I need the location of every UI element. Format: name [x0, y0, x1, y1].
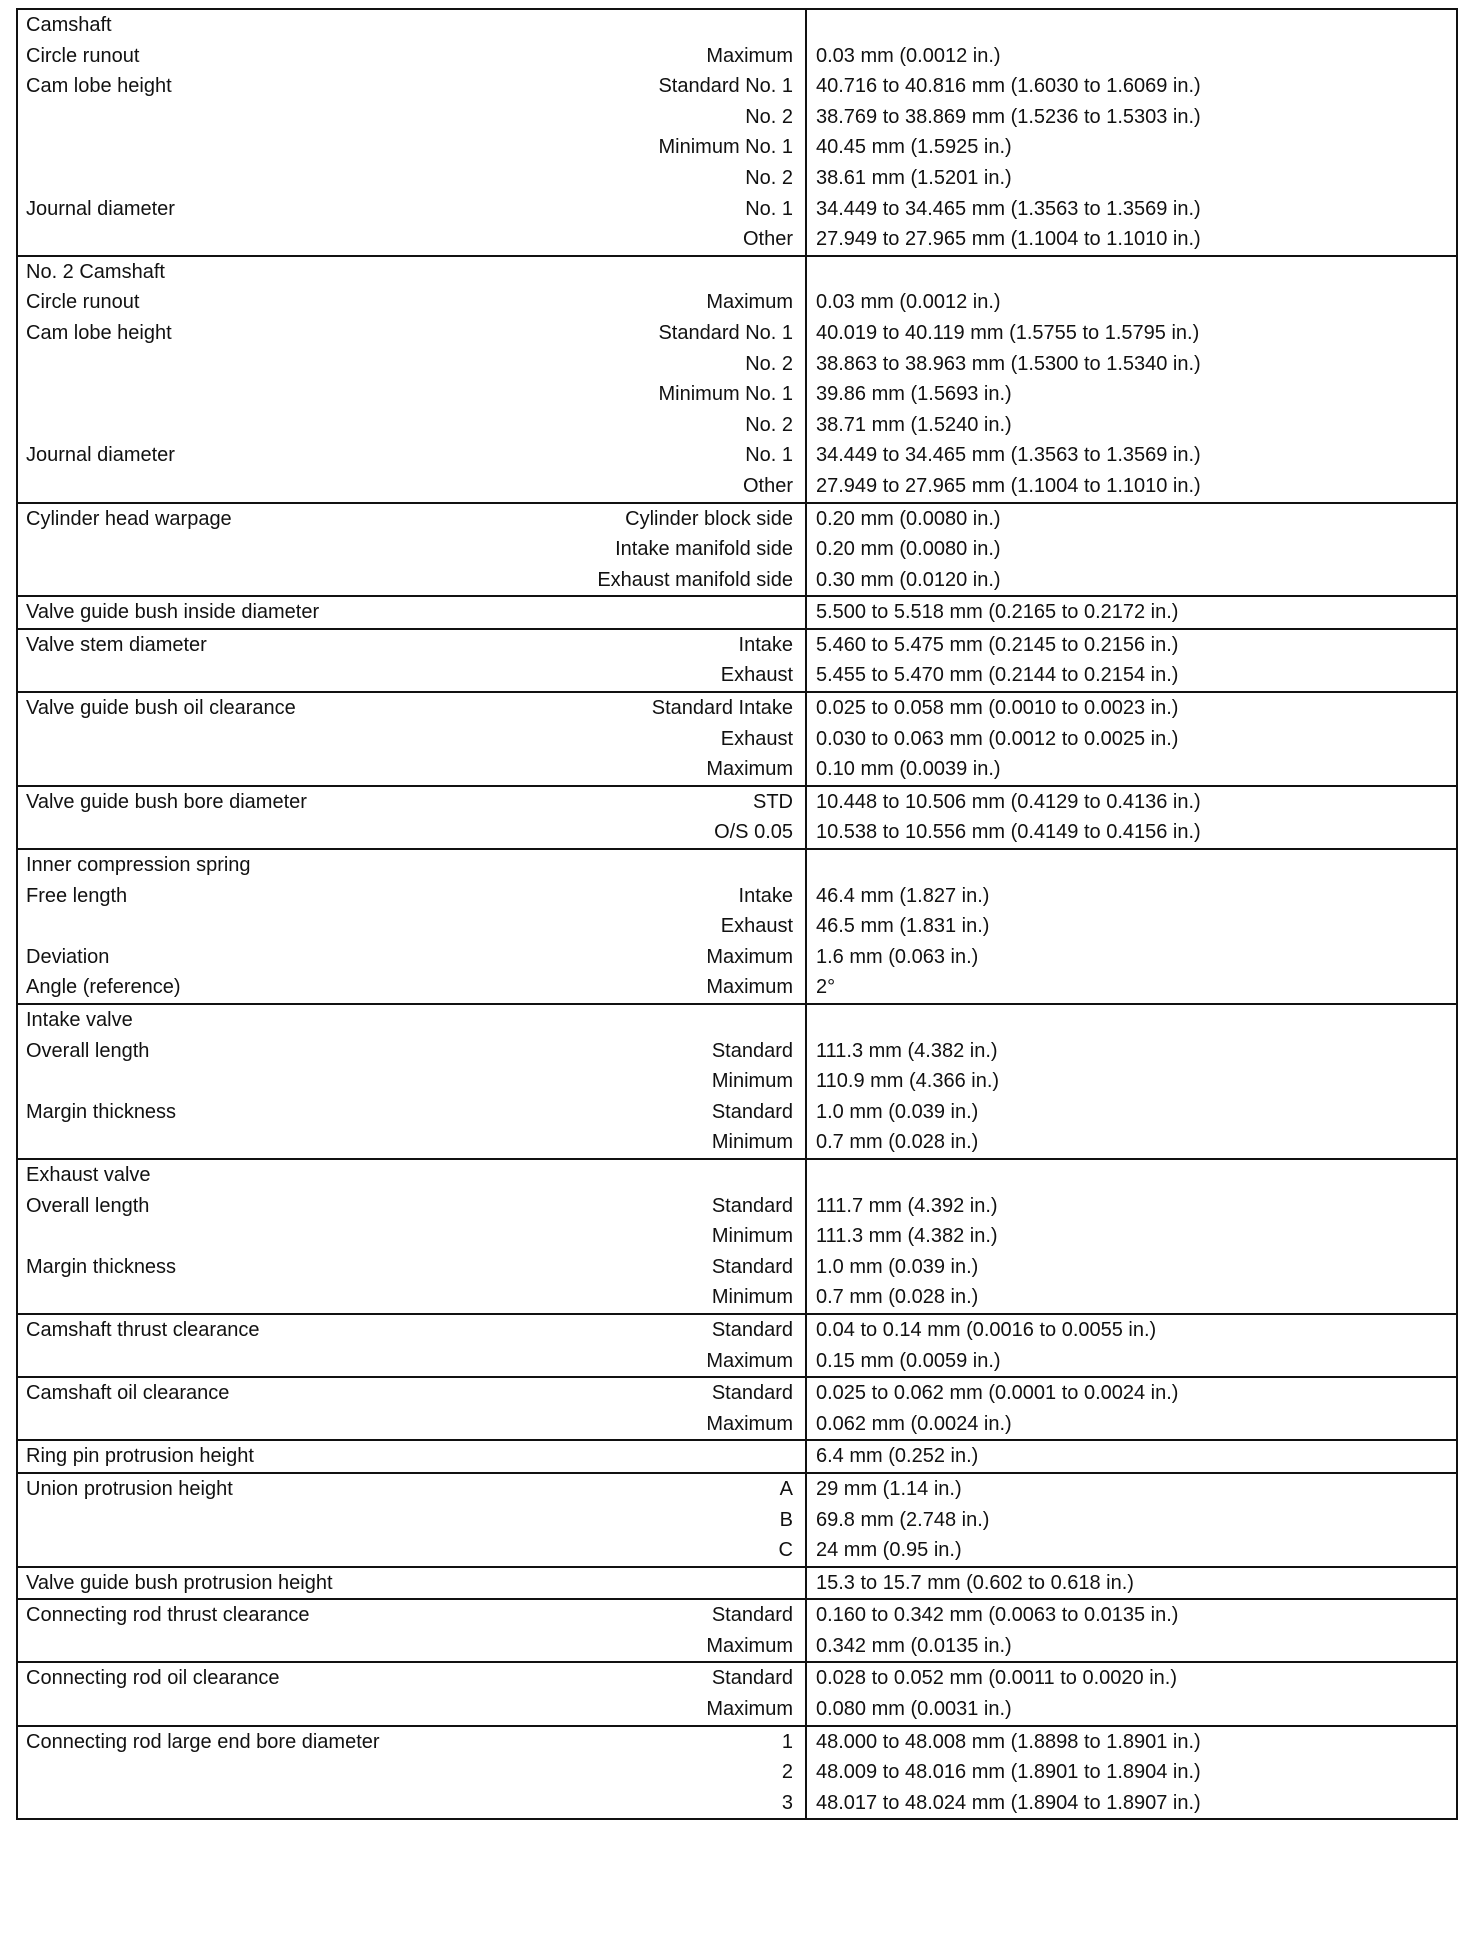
spec-section	[17, 629, 1457, 692]
table-row	[17, 471, 1457, 503]
condition-cell: O/S 0.05	[537, 817, 806, 849]
condition-cell	[537, 596, 806, 629]
spec-value-cell: 40.019 to 40.119 mm (1.5755 to 1.5795 in.)	[816, 321, 1200, 344]
table-row	[17, 349, 1457, 380]
spec-section	[17, 692, 1457, 786]
spec-value-cell: 40.716 to 40.816 mm (1.6030 to 1.6069 in.)	[816, 75, 1201, 98]
condition-cell: Maximum	[537, 1694, 806, 1726]
spec-value-cell: 0.10 mm (0.0039 in.)	[816, 758, 1001, 781]
condition-cell: Standard Intake	[537, 692, 806, 724]
item-name-cell	[17, 379, 537, 410]
condition-cell: Exhaust	[537, 660, 806, 692]
spec-value-cell	[806, 9, 1457, 41]
condition-cell: Cylinder block side	[537, 503, 806, 535]
condition-cell: Standard	[537, 1097, 806, 1128]
item-name-cell: Circle runout	[26, 291, 140, 314]
item-name-cell: Valve guide bush inside diameter	[26, 601, 320, 624]
condition-cell	[537, 9, 806, 41]
condition-cell: Minimum No. 1	[537, 379, 806, 410]
condition-cell: Standard No. 1	[537, 71, 806, 102]
table-row	[17, 881, 1457, 912]
condition-cell: C	[537, 1535, 806, 1567]
spec-section	[17, 1159, 1457, 1314]
condition-cell: Maximum	[537, 41, 806, 72]
condition-cell: Intake	[537, 881, 806, 912]
item-name-cell	[17, 349, 537, 380]
condition-cell: Standard	[537, 1191, 806, 1222]
item-name-cell: Connecting rod oil clearance	[26, 1667, 280, 1690]
condition-cell: No. 2	[537, 102, 806, 133]
item-name-cell: Camshaft thrust clearance	[26, 1318, 260, 1341]
condition-cell: No. 2	[537, 349, 806, 380]
table-row	[17, 1662, 1457, 1694]
table-row	[17, 817, 1457, 849]
table-row	[17, 1631, 1457, 1663]
condition-cell: Intake	[537, 629, 806, 661]
spec-section	[17, 849, 1457, 1004]
spec-value-cell: 0.20 mm (0.0080 in.)	[816, 507, 1001, 530]
spec-section	[17, 256, 1457, 503]
item-name-cell: Deviation	[26, 945, 110, 968]
condition-cell: Minimum	[537, 1127, 806, 1159]
item-name-cell	[17, 102, 537, 133]
item-name-cell	[17, 471, 537, 503]
table-row	[17, 1440, 1457, 1473]
spec-section	[17, 596, 1457, 629]
spec-value-cell: 0.03 mm (0.0012 in.)	[816, 44, 1001, 67]
condition-cell: Exhaust manifold side	[537, 565, 806, 597]
item-name-cell	[17, 724, 537, 755]
item-name-cell	[17, 1127, 537, 1159]
spec-section	[17, 1726, 1457, 1820]
item-name-cell	[17, 1066, 537, 1097]
condition-cell: Exhaust	[537, 911, 806, 942]
table-row	[17, 565, 1457, 597]
table-row	[17, 410, 1457, 441]
item-name-cell	[17, 1535, 537, 1567]
specification-table	[16, 8, 1458, 1820]
table-row	[17, 1694, 1457, 1726]
item-name-cell: Camshaft oil clearance	[26, 1382, 230, 1405]
condition-cell: No. 1	[537, 194, 806, 225]
item-name-cell: Cam lobe height	[26, 321, 172, 344]
table-row	[17, 629, 1457, 661]
spec-value-cell: 0.025 to 0.058 mm (0.0010 to 0.0023 in.)	[816, 697, 1179, 720]
condition-cell: No. 2	[537, 410, 806, 441]
table-row	[17, 379, 1457, 410]
condition-cell: B	[537, 1505, 806, 1536]
table-row	[17, 754, 1457, 786]
condition-cell	[537, 1004, 806, 1036]
item-name-cell: Valve guide bush protrusion height	[26, 1571, 333, 1594]
spec-value-cell: 0.04 to 0.14 mm (0.0016 to 0.0055 in.)	[816, 1318, 1157, 1341]
item-name-cell	[17, 534, 537, 565]
spec-value-cell: 15.3 to 15.7 mm (0.602 to 0.618 in.)	[816, 1571, 1134, 1594]
table-row	[17, 1252, 1457, 1283]
condition-cell: A	[537, 1473, 806, 1505]
table-row	[17, 1346, 1457, 1378]
spec-section	[17, 503, 1457, 597]
condition-cell: STD	[537, 786, 806, 818]
item-name-cell	[17, 660, 537, 692]
table-row	[17, 1567, 1457, 1600]
spec-value-cell: 0.30 mm (0.0120 in.)	[816, 568, 1001, 591]
table-row	[17, 9, 1457, 41]
table-row	[17, 287, 1457, 318]
table-row	[17, 1599, 1457, 1631]
condition-cell: Maximum	[537, 972, 806, 1004]
table-row	[17, 1535, 1457, 1567]
condition-cell: Minimum	[537, 1282, 806, 1314]
item-name-cell: Valve guide bush oil clearance	[26, 697, 296, 720]
item-name-cell: No. 2 Camshaft	[26, 260, 165, 283]
item-name-cell: Cylinder head warpage	[26, 507, 232, 530]
table-row	[17, 1282, 1457, 1314]
table-row	[17, 318, 1457, 349]
condition-cell: Other	[537, 471, 806, 503]
item-name-cell	[17, 410, 537, 441]
table-row	[17, 1036, 1457, 1067]
spec-value-cell: 40.45 mm (1.5925 in.)	[816, 136, 1012, 159]
spec-value-cell: 110.9 mm (4.366 in.)	[816, 1070, 1000, 1093]
spec-value-cell	[806, 1004, 1457, 1036]
condition-cell: Standard	[537, 1377, 806, 1409]
item-name-cell	[17, 817, 537, 849]
table-row	[17, 1377, 1457, 1409]
table-row	[17, 1788, 1457, 1820]
spec-value-cell: 10.448 to 10.506 mm (0.4129 to 0.4136 in.)	[816, 790, 1201, 813]
table-row	[17, 102, 1457, 133]
spec-value-cell	[806, 256, 1457, 288]
condition-cell: Standard No. 1	[537, 318, 806, 349]
spec-value-cell: 38.71 mm (1.5240 in.)	[816, 413, 1012, 436]
table-row	[17, 163, 1457, 194]
spec-value-cell: 46.5 mm (1.831 in.)	[816, 915, 990, 938]
item-name-cell	[17, 911, 537, 942]
spec-value-cell: 1.6 mm (0.063 in.)	[816, 945, 979, 968]
item-name-cell: Margin thickness	[26, 1100, 177, 1123]
spec-document	[16, 8, 1456, 1918]
item-name-cell	[17, 1221, 537, 1252]
spec-value-cell: 0.7 mm (0.028 in.)	[816, 1131, 979, 1154]
spec-value-cell: 48.000 to 48.008 mm (1.8898 to 1.8901 in.)	[816, 1730, 1201, 1753]
spec-section	[17, 786, 1457, 849]
item-name-cell	[17, 1409, 537, 1441]
item-name-cell: Overall length	[26, 1039, 150, 1062]
item-name-cell	[17, 163, 537, 194]
spec-value-cell: 27.949 to 27.965 mm (1.1004 to 1.1010 in.)	[816, 474, 1201, 497]
item-name-cell: Valve guide bush bore diameter	[26, 790, 307, 813]
spec-value-cell: 38.769 to 38.869 mm (1.5236 to 1.5303 in.)	[816, 105, 1201, 128]
condition-cell: Minimum No. 1	[537, 132, 806, 163]
spec-value-cell: 111.3 mm (4.382 in.)	[816, 1225, 998, 1248]
spec-value-cell: 38.61 mm (1.5201 in.)	[816, 166, 1012, 189]
spec-value-cell: 0.15 mm (0.0059 in.)	[816, 1349, 1001, 1372]
spec-section	[17, 1599, 1457, 1662]
spec-value-cell: 0.080 mm (0.0031 in.)	[816, 1698, 1012, 1721]
condition-cell: Standard	[537, 1662, 806, 1694]
spec-value-cell: 111.3 mm (4.382 in.)	[816, 1039, 998, 1062]
table-row	[17, 849, 1457, 881]
table-row	[17, 786, 1457, 818]
spec-value-cell: 0.025 to 0.062 mm (0.0001 to 0.0024 in.)	[816, 1382, 1179, 1405]
condition-cell: Maximum	[537, 1631, 806, 1663]
spec-value-cell: 24 mm (0.95 in.)	[816, 1539, 962, 1562]
condition-cell	[537, 1159, 806, 1191]
table-row	[17, 1473, 1457, 1505]
condition-cell: Maximum	[537, 754, 806, 786]
condition-cell: Other	[537, 224, 806, 256]
table-row	[17, 132, 1457, 163]
table-row	[17, 1127, 1457, 1159]
spec-section	[17, 1314, 1457, 1377]
condition-cell	[537, 1440, 806, 1473]
spec-value-cell: 1.0 mm (0.039 in.)	[816, 1100, 979, 1123]
table-row	[17, 692, 1457, 724]
table-row	[17, 1757, 1457, 1788]
item-name-cell: Angle (reference)	[26, 976, 181, 999]
condition-cell: Maximum	[537, 1409, 806, 1441]
item-name-cell: Overall length	[26, 1194, 150, 1217]
spec-value-cell: 0.342 mm (0.0135 in.)	[816, 1634, 1012, 1657]
spec-value-cell: 2°	[816, 976, 836, 999]
spec-value-cell: 38.863 to 38.963 mm (1.5300 to 1.5340 in.)	[816, 352, 1201, 375]
table-row	[17, 1221, 1457, 1252]
table-row	[17, 194, 1457, 225]
table-row	[17, 440, 1457, 471]
table-row	[17, 1726, 1457, 1758]
item-name-cell	[17, 1631, 537, 1663]
item-name-cell	[17, 1505, 537, 1536]
spec-value-cell: 29 mm (1.14 in.)	[816, 1477, 962, 1500]
spec-value-cell: 5.500 to 5.518 mm (0.2165 to 0.2172 in.)	[816, 601, 1179, 624]
item-name-cell: Cam lobe height	[26, 75, 172, 98]
condition-cell: 3	[537, 1788, 806, 1820]
condition-cell: Exhaust	[537, 724, 806, 755]
spec-value-cell: 1.0 mm (0.039 in.)	[816, 1255, 979, 1278]
spec-section	[17, 1004, 1457, 1159]
condition-cell	[537, 1567, 806, 1600]
condition-cell: Standard	[537, 1599, 806, 1631]
spec-value-cell: 48.009 to 48.016 mm (1.8901 to 1.8904 in.)	[816, 1761, 1201, 1784]
condition-cell	[537, 849, 806, 881]
item-name-cell	[17, 565, 537, 597]
item-name-cell: Ring pin protrusion height	[26, 1445, 254, 1468]
spec-value-cell: 5.455 to 5.470 mm (0.2144 to 0.2154 in.)	[816, 664, 1179, 687]
table-row	[17, 41, 1457, 72]
spec-value-cell: 39.86 mm (1.5693 in.)	[816, 383, 1012, 406]
table-row	[17, 1409, 1457, 1441]
item-name-cell	[17, 1694, 537, 1726]
item-name-cell: Exhaust valve	[26, 1163, 151, 1186]
condition-cell: Intake manifold side	[537, 534, 806, 565]
spec-value-cell: 6.4 mm (0.252 in.)	[816, 1445, 979, 1468]
item-name-cell	[17, 1757, 537, 1788]
spec-value-cell: 48.017 to 48.024 mm (1.8904 to 1.8907 in.)	[816, 1791, 1201, 1814]
item-name-cell	[17, 1788, 537, 1820]
table-row	[17, 942, 1457, 973]
item-name-cell: Circle runout	[26, 44, 140, 67]
spec-value-cell: 0.20 mm (0.0080 in.)	[816, 538, 1001, 561]
spec-value-cell	[806, 849, 1457, 881]
item-name-cell	[17, 224, 537, 256]
table-row	[17, 534, 1457, 565]
table-row	[17, 224, 1457, 256]
item-name-cell: Connecting rod thrust clearance	[26, 1604, 310, 1627]
condition-cell: Standard	[537, 1314, 806, 1346]
condition-cell: Standard	[537, 1036, 806, 1067]
item-name-cell: Free length	[26, 884, 128, 907]
table-row	[17, 503, 1457, 535]
condition-cell: Maximum	[537, 1346, 806, 1378]
spec-value-cell: 5.460 to 5.475 mm (0.2145 to 0.2156 in.)	[816, 633, 1179, 656]
condition-cell: Minimum	[537, 1066, 806, 1097]
table-row	[17, 660, 1457, 692]
spec-value-cell: 111.7 mm (4.392 in.)	[816, 1194, 998, 1217]
item-name-cell: Inner compression spring	[26, 854, 251, 877]
table-row	[17, 256, 1457, 288]
item-name-cell	[17, 1346, 537, 1378]
spec-value-cell: 0.7 mm (0.028 in.)	[816, 1286, 979, 1309]
spec-value-cell: 0.062 mm (0.0024 in.)	[816, 1412, 1012, 1435]
item-name-cell: Camshaft	[26, 14, 112, 36]
item-name-cell	[17, 754, 537, 786]
item-name-cell: Journal diameter	[26, 444, 175, 467]
item-name-cell	[17, 132, 537, 163]
spec-section	[17, 1440, 1457, 1473]
condition-cell: Minimum	[537, 1221, 806, 1252]
condition-cell: Maximum	[537, 287, 806, 318]
condition-cell: No. 2	[537, 163, 806, 194]
condition-cell: Maximum	[537, 942, 806, 973]
item-name-cell: Intake valve	[26, 1009, 133, 1031]
table-row	[17, 1066, 1457, 1097]
spec-section	[17, 1473, 1457, 1567]
spec-section	[17, 1567, 1457, 1600]
table-row	[17, 911, 1457, 942]
table-row	[17, 724, 1457, 755]
item-name-cell: Journal diameter	[26, 197, 175, 220]
spec-value-cell: 0.160 to 0.342 mm (0.0063 to 0.0135 in.)	[816, 1604, 1179, 1627]
spec-value-cell: 0.030 to 0.063 mm (0.0012 to 0.0025 in.)	[816, 727, 1179, 750]
item-name-cell: Connecting rod large end bore diameter	[26, 1730, 380, 1753]
table-row	[17, 71, 1457, 102]
table-row	[17, 1505, 1457, 1536]
condition-cell: No. 1	[537, 440, 806, 471]
item-name-cell	[17, 1282, 537, 1314]
condition-cell	[537, 256, 806, 288]
table-row	[17, 596, 1457, 629]
spec-section	[17, 1377, 1457, 1440]
item-name-cell: Union protrusion height	[26, 1477, 233, 1500]
spec-value-cell: 34.449 to 34.465 mm (1.3563 to 1.3569 in.)	[816, 444, 1201, 467]
table-row	[17, 1097, 1457, 1128]
table-row	[17, 1191, 1457, 1222]
spec-value-cell: 27.949 to 27.965 mm (1.1004 to 1.1010 in.)	[816, 228, 1201, 251]
condition-cell: 1	[537, 1726, 806, 1758]
spec-value-cell: 34.449 to 34.465 mm (1.3563 to 1.3569 in.)	[816, 197, 1201, 220]
item-name-cell: Valve stem diameter	[26, 633, 207, 656]
spec-value-cell	[806, 1159, 1457, 1191]
spec-value-cell: 0.03 mm (0.0012 in.)	[816, 291, 1001, 314]
table-row	[17, 1004, 1457, 1036]
table-row	[17, 1314, 1457, 1346]
spec-value-cell: 0.028 to 0.052 mm (0.0011 to 0.0020 in.)	[816, 1667, 1177, 1690]
spec-section	[17, 1662, 1457, 1725]
spec-value-cell: 69.8 mm (2.748 in.)	[816, 1508, 990, 1531]
spec-value-cell: 10.538 to 10.556 mm (0.4149 to 0.4156 in.)	[816, 821, 1201, 844]
item-name-cell: Margin thickness	[26, 1255, 177, 1278]
spec-section	[17, 9, 1457, 256]
table-row	[17, 1159, 1457, 1191]
condition-cell: 2	[537, 1757, 806, 1788]
spec-value-cell: 46.4 mm (1.827 in.)	[816, 884, 990, 907]
condition-cell: Standard	[537, 1252, 806, 1283]
table-row	[17, 972, 1457, 1004]
